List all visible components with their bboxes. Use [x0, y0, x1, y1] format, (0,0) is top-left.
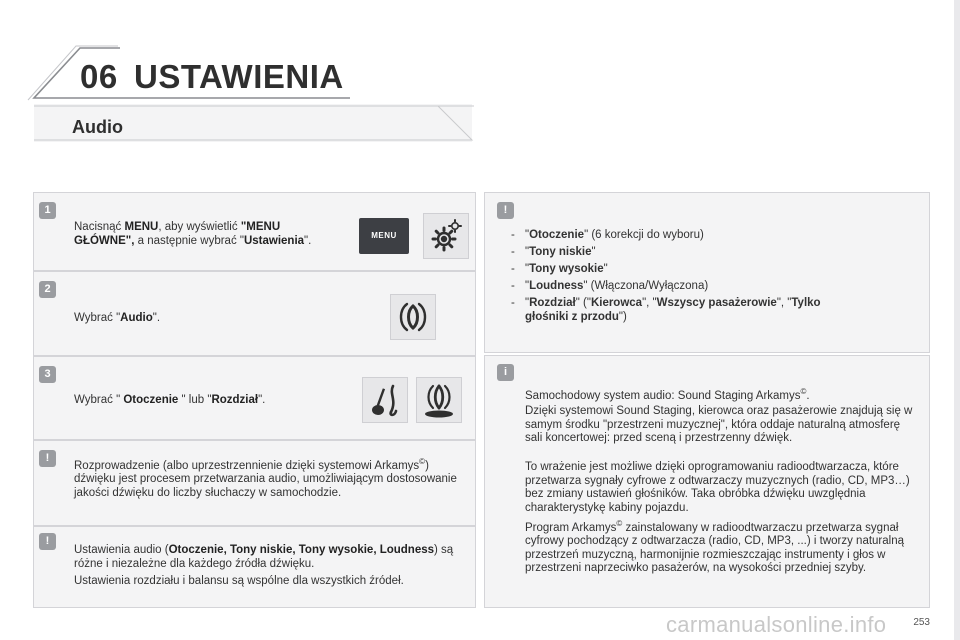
step-badge: 1 — [39, 202, 56, 219]
bold-text: Rozdział — [529, 297, 576, 309]
step-3-text — [74, 394, 324, 408]
bold-text: Audio — [120, 312, 153, 324]
page-number: 253 — [913, 617, 930, 628]
info-text-1 — [525, 385, 915, 403]
text-run: " — [525, 229, 530, 241]
watermark: carmanualsonline.info — [666, 612, 887, 637]
warning-2-text-2: Ustawienia rozdziału i balansu są wspólne dla wszystkich źródeł. — [74, 575, 404, 587]
bold-text: Wszyscy pasażerowie — [656, 297, 777, 309]
info-text-2: Dzięki systemowi Sound Staging, kierowca oraz pasażerowie znajdują się w samym środku "przestrzeni muzycznej", która oddaje naturalną atmosferę sali koncertowej: przed sceną i przestrzenny dźwięk. — [525, 405, 913, 444]
warning-1-panel — [33, 440, 476, 526]
text-run: " (" — [575, 297, 591, 309]
bold-text: MENU — [124, 221, 159, 233]
text-run: ) dźwięku jest procesem przetwarzania audio, umożliwiającym dostosowanie jakości dźwięku do liczby słuchaczy w samochodzie. — [74, 459, 457, 499]
text-run: " — [525, 297, 530, 309]
bold-text: Tylko głośniki z przodu — [525, 297, 821, 323]
bullet-text — [525, 297, 865, 324]
text-run: " (6 korekcji do wyboru) — [584, 229, 704, 241]
bold-text: Loudness — [529, 280, 584, 292]
bullet-text — [525, 229, 865, 243]
instruments-icon — [363, 378, 407, 422]
bold-text: "MENU GŁÓWNE", — [74, 221, 281, 247]
settings-list-item — [511, 297, 911, 324]
text-run: zainstalowany w radioodtwarzaczu przetwarza sygnał cyfrowy pochodzący z odtwarzacza (radio, CD, MP3, ...) i tworzy naturalną przestrzeń muzyczną, harmonijnie rozmieszczając instrumenty i głos w przestrzeni naprzeciwko pasażerów, na wysokości przedniej szyby. — [525, 521, 905, 575]
text-run: " — [591, 246, 596, 258]
text-run: Program Arkamys — [525, 521, 617, 534]
right-warning-panel — [484, 192, 930, 353]
info-panel — [484, 355, 930, 608]
warning-badge: ! — [497, 202, 514, 219]
bold-text: Rozdział — [211, 394, 259, 406]
text-run: ", " — [642, 297, 657, 309]
step-badge: 2 — [39, 281, 56, 298]
page-title: USTAWIENIA — [134, 58, 344, 95]
side-strip — [954, 0, 960, 640]
text-run: " lub " — [178, 394, 212, 406]
bullet-dash: - — [511, 229, 515, 241]
settings-list-item — [511, 263, 911, 277]
text-run: ". — [258, 394, 266, 406]
step-badge: 3 — [39, 366, 56, 383]
info-badge: i — [497, 364, 514, 381]
instruments-icon-box — [362, 377, 408, 423]
text-run: Nacisnąć — [74, 221, 125, 233]
superscript: © — [800, 387, 807, 396]
warning-2-panel — [33, 526, 476, 608]
sound-wave-icon-box — [390, 294, 436, 340]
bold-text: Tony wysokie — [529, 263, 604, 275]
superscript: © — [616, 519, 623, 528]
bold-text: Otoczenie — [529, 229, 585, 241]
step-3-panel — [33, 356, 476, 440]
text-run: a następnie wybrać " — [134, 234, 244, 247]
text-run: ") — [618, 310, 627, 323]
text-run: , aby wyświetlić — [158, 221, 241, 233]
sound-spread-icon — [417, 378, 461, 422]
superscript: © — [419, 457, 426, 466]
text-run: " — [525, 246, 530, 258]
settings-list-item — [511, 229, 911, 243]
text-run: ", " — [776, 297, 792, 309]
bullet-text — [525, 246, 865, 260]
bold-text: Kierowca — [590, 297, 643, 309]
bullet-dash: - — [511, 246, 515, 258]
text-run: ". — [152, 312, 161, 324]
text-run: Rozprowadzenie (albo uprzestrzennienie dzięki systemowi Arkamys — [74, 459, 420, 472]
text-run: . — [806, 389, 810, 402]
sound-spread-icon-box — [416, 377, 462, 423]
menu-button — [359, 218, 409, 254]
text-run: ) są różne i niezależne dla każdego źródła dźwięku. — [74, 544, 454, 570]
step-2-text — [74, 312, 324, 326]
warning-2-text-1 — [74, 544, 464, 571]
bullet-dash: - — [511, 297, 515, 309]
bullet-dash: - — [511, 280, 515, 292]
text-run: ". — [304, 234, 312, 247]
text-run: " (Włączona/Wyłączona) — [583, 280, 709, 292]
text-run: " — [603, 263, 608, 275]
text-run: Wybrać " — [74, 312, 121, 324]
warning-badge: ! — [39, 533, 56, 550]
info-text-3: To wrażenie jest możliwe dzięki oprogramowaniu radioodtwarzacza, które przetwarza sygnały cyfrowe z odtwarzaczy muzycznych (radio, CD, MP3…) bez zmiany ustawień głośników. Taka obróbka dźwięku uwzględnia charakterystykę kabiny pojazdu. — [525, 461, 910, 514]
bold-text: Otoczenie — [123, 394, 179, 406]
settings-list-item — [511, 280, 911, 294]
gear-icon-box — [423, 213, 469, 259]
section-title: Audio — [72, 117, 123, 137]
text-run: " — [525, 280, 530, 292]
bullet-text — [525, 280, 865, 294]
warning-1-text — [74, 455, 472, 500]
text-run: Samochodowy system audio: Sound Staging Arkamys — [525, 389, 801, 402]
bold-text: Otoczenie, Tony niskie, Tony wysokie, Loudness — [168, 544, 435, 556]
gear-icon — [424, 214, 468, 258]
step-1-panel — [33, 192, 476, 271]
step-2-panel — [33, 271, 476, 356]
bullet-text — [525, 263, 865, 277]
settings-list-item — [511, 246, 911, 260]
chapter-number: 06 — [80, 58, 118, 95]
step-1-text — [74, 221, 324, 248]
menu-button-label: MENU — [371, 231, 397, 240]
bold-text: Tony niskie — [529, 246, 592, 258]
text-run: Ustawienia audio ( — [74, 544, 169, 556]
warning-badge: ! — [39, 450, 56, 467]
text-run: Wybrać " — [74, 394, 124, 406]
sound-wave-icon — [391, 295, 435, 339]
text-run: " — [525, 263, 530, 275]
info-text-4 — [525, 517, 917, 576]
bold-text: Ustawienia — [243, 234, 305, 247]
bullet-dash: - — [511, 263, 515, 275]
